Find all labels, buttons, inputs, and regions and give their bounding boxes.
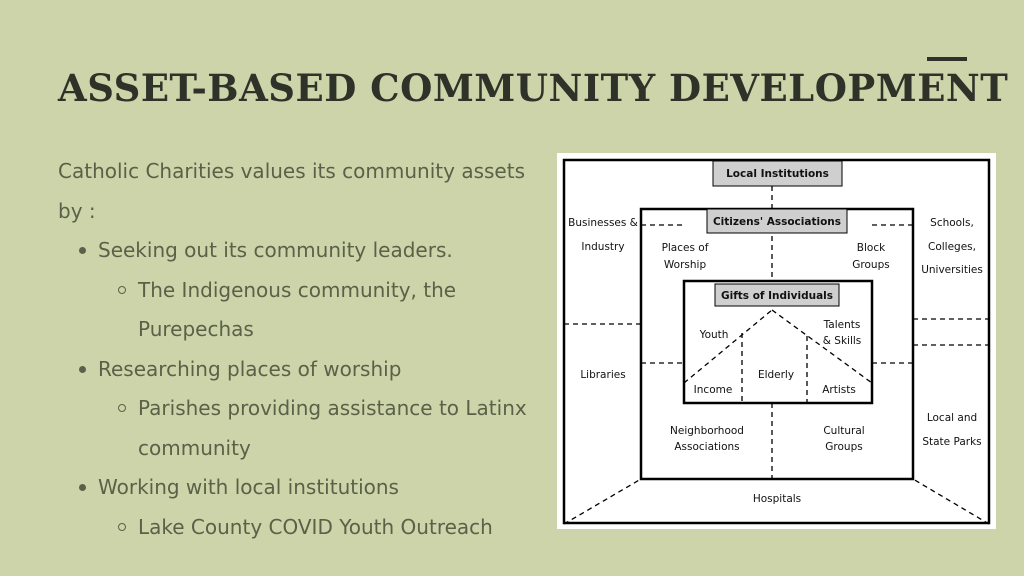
label-schools-line1: Schools, <box>930 217 974 229</box>
label-block-line2: Groups <box>852 259 890 271</box>
bullet-item <box>58 231 553 271</box>
sub-bullet-item <box>58 389 553 468</box>
bullet-item <box>58 468 553 508</box>
sub-bullet-item <box>58 271 553 350</box>
label-parks-line1: Local and <box>926 412 978 424</box>
label-schools-line2: Colleges, <box>928 241 976 253</box>
label-cultural-line2: Groups <box>825 441 863 453</box>
bullet-item <box>58 350 553 390</box>
label-youth: Youth <box>699 329 729 341</box>
bullet-dot-icon <box>79 484 86 491</box>
label-neighborhood-line1: Neighborhood <box>670 425 744 437</box>
label-businesses-line1: Businesses & <box>568 217 638 229</box>
label-worship-line1: Places of <box>661 242 709 254</box>
sub-bullet-circle-icon <box>118 404 126 412</box>
label-cultural-line1: Cultural <box>823 425 865 437</box>
label-businesses-line2: Industry <box>581 241 625 253</box>
label-parks-line2: State Parks <box>922 436 982 448</box>
label-worship-line2: Worship <box>663 259 707 271</box>
label-income: Income <box>693 384 733 396</box>
label-elderly: Elderly <box>757 369 795 381</box>
intro-text: Catholic Charities values its community assets by : <box>58 159 525 223</box>
outer-header-label: Local Institutions <box>726 168 829 180</box>
middle-header-label: Citizens' Associations <box>712 216 842 228</box>
label-block-line1: Block <box>856 242 886 254</box>
label-schools-line3: Universities <box>921 264 983 276</box>
bullet-text: Working with local institutions <box>98 475 399 499</box>
inner-header-label: Gifts of Individuals <box>720 290 834 302</box>
bullet-text: Seeking out its community leaders. <box>98 238 453 262</box>
divider-lines <box>564 186 989 524</box>
slide-body <box>58 152 553 547</box>
label-neighborhood-line2: Associations <box>674 441 740 453</box>
sub-bullet-text: Parishes providing assistance to Latinx community <box>138 396 527 460</box>
sub-bullet-circle-icon <box>118 523 126 531</box>
abcd-diagram <box>557 153 996 529</box>
abcd-diagram-svg <box>557 153 996 529</box>
label-hospitals: Hospitals <box>752 493 802 505</box>
label-artists: Artists <box>822 384 856 396</box>
sub-bullet-item <box>58 508 553 548</box>
label-talents-line2: & Skills <box>822 335 862 347</box>
label-talents-line1: Talents <box>823 319 861 331</box>
bullet-dot-icon <box>79 366 86 373</box>
label-libraries: Libraries <box>580 369 626 381</box>
sub-bullet-text: The Indigenous community, the Purepechas <box>138 277 457 341</box>
sub-bullet-text: Lake County COVID Youth Outreach <box>138 514 493 539</box>
bullet-dot-icon <box>79 247 86 254</box>
bullet-text: Researching places of worship <box>98 356 402 381</box>
slide-title: ASSET-BASED COMMUNITY DEVELOPMENT <box>58 66 1009 110</box>
accent-bar <box>927 57 967 61</box>
sub-bullet-circle-icon <box>118 286 126 294</box>
